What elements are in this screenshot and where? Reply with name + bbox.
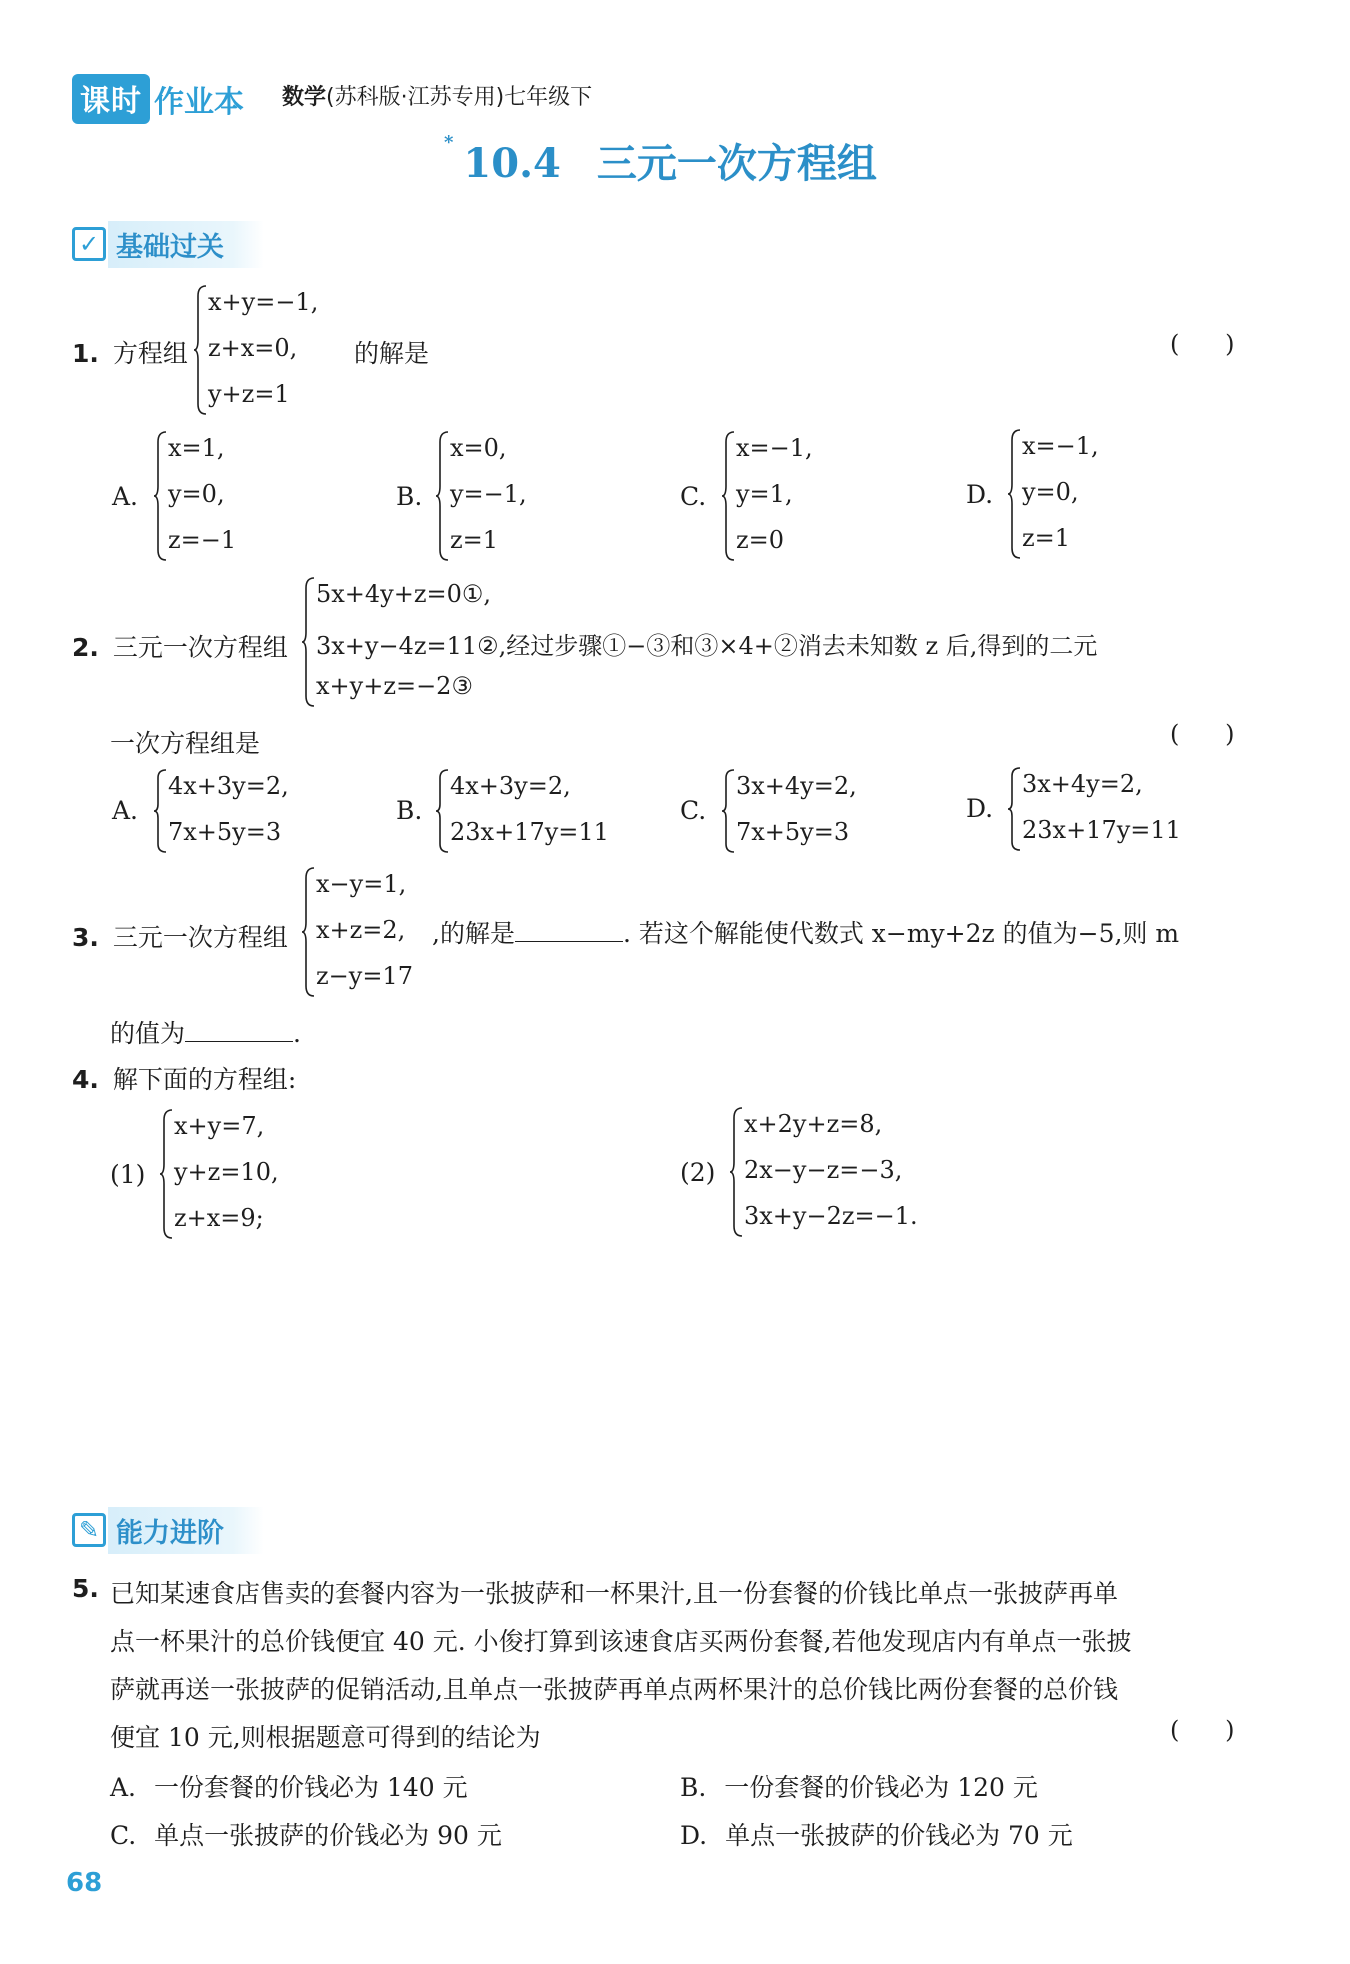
section-basic-label: 基础过关 xyxy=(108,221,264,268)
q2-option-d-letter: D. xyxy=(966,794,994,823)
q3-mid-text: ,的解是 xyxy=(432,919,515,948)
q5-number-text: 5. xyxy=(72,1574,99,1603)
q1-d-eq-3: z=1 xyxy=(1022,524,1071,552)
q1-c-eq-3: z=0 xyxy=(736,526,785,554)
q2-eq-3: x+y+z=−2③ xyxy=(316,672,473,700)
header-subject xyxy=(282,80,592,111)
q2-eq-2: 3x+y−4z=11②,经过步骤①−③和③×4+②消去未知数 z 后,得到的二元 xyxy=(316,632,1098,660)
q1-option-d-letter: D. xyxy=(966,480,994,509)
q5-answer-paren: ( ) xyxy=(1170,1716,1235,1744)
subject-detail: (苏科版·江苏专用)七年级下 xyxy=(326,85,593,110)
q5-b-text: 一份套餐的价钱必为 120 元 xyxy=(724,1773,1038,1802)
q4-lead xyxy=(72,1060,296,1096)
q1-option-a-letter: A. xyxy=(112,482,139,511)
q1-a-eq-1: x=1, xyxy=(168,434,225,462)
q2-a-eq-2: 7x+5y=3 xyxy=(168,818,282,846)
left-brace-icon xyxy=(1008,766,1022,852)
q2-option-b-letter: B. xyxy=(396,796,423,825)
logo xyxy=(72,74,244,124)
q1-eq-1: x+y=−1, xyxy=(208,288,319,316)
q4-1-eq-1: x+y=7, xyxy=(174,1112,265,1140)
q2-answer-paren: ( ) xyxy=(1170,720,1235,748)
q3-lead xyxy=(72,918,288,954)
q5-line-1: 已知某速食店售卖的套餐内容为一张披萨和一杯果汁,且一份套餐的价钱比单点一张披萨再单 xyxy=(110,1579,1118,1608)
left-brace-icon xyxy=(154,768,168,854)
q4-text: 解下面的方程组: xyxy=(112,1065,297,1094)
section-advanced xyxy=(72,1508,264,1552)
q2-line2: 一次方程组是 xyxy=(110,729,261,758)
q1-c-eq-2: y=1, xyxy=(736,480,793,508)
q2-d-eq-1: 3x+4y=2, xyxy=(1022,770,1143,798)
pencil-icon: ✎ xyxy=(72,1513,106,1547)
q1-b-eq-3: z=1 xyxy=(450,526,499,554)
q3-eq-2: x+z=2, xyxy=(316,916,406,944)
q1-d-eq-1: x=−1, xyxy=(1022,432,1099,460)
q2-prefix: 三元一次方程组 xyxy=(112,633,288,662)
q5-option-c[interactable] xyxy=(110,1816,502,1852)
left-brace-icon xyxy=(436,430,450,562)
page-number: 68 xyxy=(66,1868,103,1898)
q4-1-eq-3: z+x=9; xyxy=(174,1204,264,1232)
section-basic xyxy=(72,222,264,266)
q1-c-eq-1: x=−1, xyxy=(736,434,813,462)
left-brace-icon xyxy=(302,576,316,708)
q2-c-eq-2: 7x+5y=3 xyxy=(736,818,850,846)
left-brace-icon xyxy=(722,768,736,854)
q3-mid xyxy=(432,914,1179,950)
q4-2-eq-1: x+2y+z=8, xyxy=(744,1110,883,1138)
q1-a-eq-3: z=−1 xyxy=(168,526,237,554)
q3-line2 xyxy=(110,1014,301,1050)
q2-option-c-letter: C. xyxy=(680,796,707,825)
q3-line2-text: 的值为 xyxy=(110,1019,186,1048)
q1-d-eq-2: y=0, xyxy=(1022,478,1079,506)
q5-b-letter: B. xyxy=(680,1773,707,1802)
subject-name: 数学 xyxy=(282,85,327,110)
q5-line-4: 便宜 10 元,则根据题意可得到的结论为 xyxy=(110,1723,541,1752)
q5-a-text: 一份套餐的价钱必为 140 元 xyxy=(153,1773,468,1802)
q3-number: 3. xyxy=(72,923,99,952)
q5-option-d[interactable] xyxy=(680,1816,1073,1852)
q3-eq-3: z−y=17 xyxy=(316,962,413,990)
q1-suffix: 的解是 xyxy=(354,339,430,368)
q1-option-b-letter: B. xyxy=(396,482,423,511)
checkbox-icon: ✓ xyxy=(72,227,106,261)
q1-option-c-letter: C. xyxy=(680,482,707,511)
q4-number: 4. xyxy=(72,1065,99,1094)
chapter-name: 三元一次方程组 xyxy=(596,140,877,187)
q1-eq-3: y+z=1 xyxy=(208,380,290,408)
q5-d-letter: D. xyxy=(680,1821,708,1850)
q2-option-a-letter: A. xyxy=(112,796,139,825)
left-brace-icon xyxy=(436,768,450,854)
q4-2-eq-3: 3x+y−2z=−1. xyxy=(744,1202,918,1230)
q3-line2-end: . xyxy=(293,1019,301,1048)
q4-part1-label: (1) xyxy=(110,1160,146,1189)
q5-number xyxy=(72,1574,99,1603)
q5-a-letter: A. xyxy=(110,1773,137,1802)
q2-lead xyxy=(72,628,288,664)
q5-line-2: 点一杯果汁的总价钱便宜 40 元. 小俊打算到该速食店买两份套餐,若他发现店内有单点一张披 xyxy=(110,1627,1132,1656)
q1-prefix: 方程组 xyxy=(112,339,188,368)
q2-b-eq-1: 4x+3y=2, xyxy=(450,772,571,800)
q1-b-eq-2: y=−1, xyxy=(450,480,527,508)
logo-text: 作业本 xyxy=(154,85,244,120)
chapter-number: 10.4 xyxy=(463,140,561,187)
section-advanced-label: 能力进阶 xyxy=(108,1507,264,1554)
q2-a-eq-1: 4x+3y=2, xyxy=(168,772,289,800)
q5-d-text: 单点一张披萨的价钱必为 70 元 xyxy=(725,1821,1073,1850)
q3-answer-blank-2[interactable] xyxy=(185,1019,293,1042)
q2-d-eq-2: 23x+17y=11 xyxy=(1022,816,1181,844)
q2-c-eq-1: 3x+4y=2, xyxy=(736,772,857,800)
q3-prefix: 三元一次方程组 xyxy=(112,923,288,952)
left-brace-icon xyxy=(730,1106,744,1238)
q5-c-letter: C. xyxy=(110,1821,137,1850)
q2-number: 2. xyxy=(72,633,99,662)
left-brace-icon xyxy=(302,866,316,998)
q5-option-b[interactable] xyxy=(680,1768,1038,1804)
left-brace-icon xyxy=(160,1108,174,1240)
q2-b-eq-2: 23x+17y=11 xyxy=(450,818,609,846)
q1-a-eq-2: y=0, xyxy=(168,480,225,508)
chapter-star: * xyxy=(444,132,454,153)
q1-number: 1. xyxy=(72,339,99,368)
q3-answer-blank-1[interactable] xyxy=(515,919,623,942)
left-brace-icon xyxy=(722,430,736,562)
q5-line-3: 萨就再送一张披萨的促销活动,且单点一张披萨再单点两杯果汁的总价钱比两份套餐的总价钱 xyxy=(110,1675,1118,1704)
left-brace-icon xyxy=(154,430,168,562)
chapter-title xyxy=(444,132,877,189)
q1-b-eq-1: x=0, xyxy=(450,434,507,462)
q3-eq-1: x−y=1, xyxy=(316,870,407,898)
q5-c-text: 单点一张披萨的价钱必为 90 元 xyxy=(154,1821,502,1850)
q2-eq-1: 5x+4y+z=0①, xyxy=(316,580,492,608)
left-brace-icon xyxy=(1008,428,1022,560)
logo-box: 课时 xyxy=(72,74,150,124)
q1-lead xyxy=(72,334,188,370)
q3-after-blank: . 若这个解能使代数式 x−my+2z 的值为−5,则 m xyxy=(622,919,1180,948)
q4-2-eq-2: 2x−y−z=−3, xyxy=(744,1156,903,1184)
q4-1-eq-2: y+z=10, xyxy=(174,1158,279,1186)
left-brace-icon xyxy=(194,284,208,416)
q5-option-a[interactable] xyxy=(110,1768,468,1804)
q1-answer-paren: ( ) xyxy=(1170,330,1235,358)
q1-eq-2: z+x=0, xyxy=(208,334,298,362)
q4-part2-label: (2) xyxy=(680,1158,716,1187)
